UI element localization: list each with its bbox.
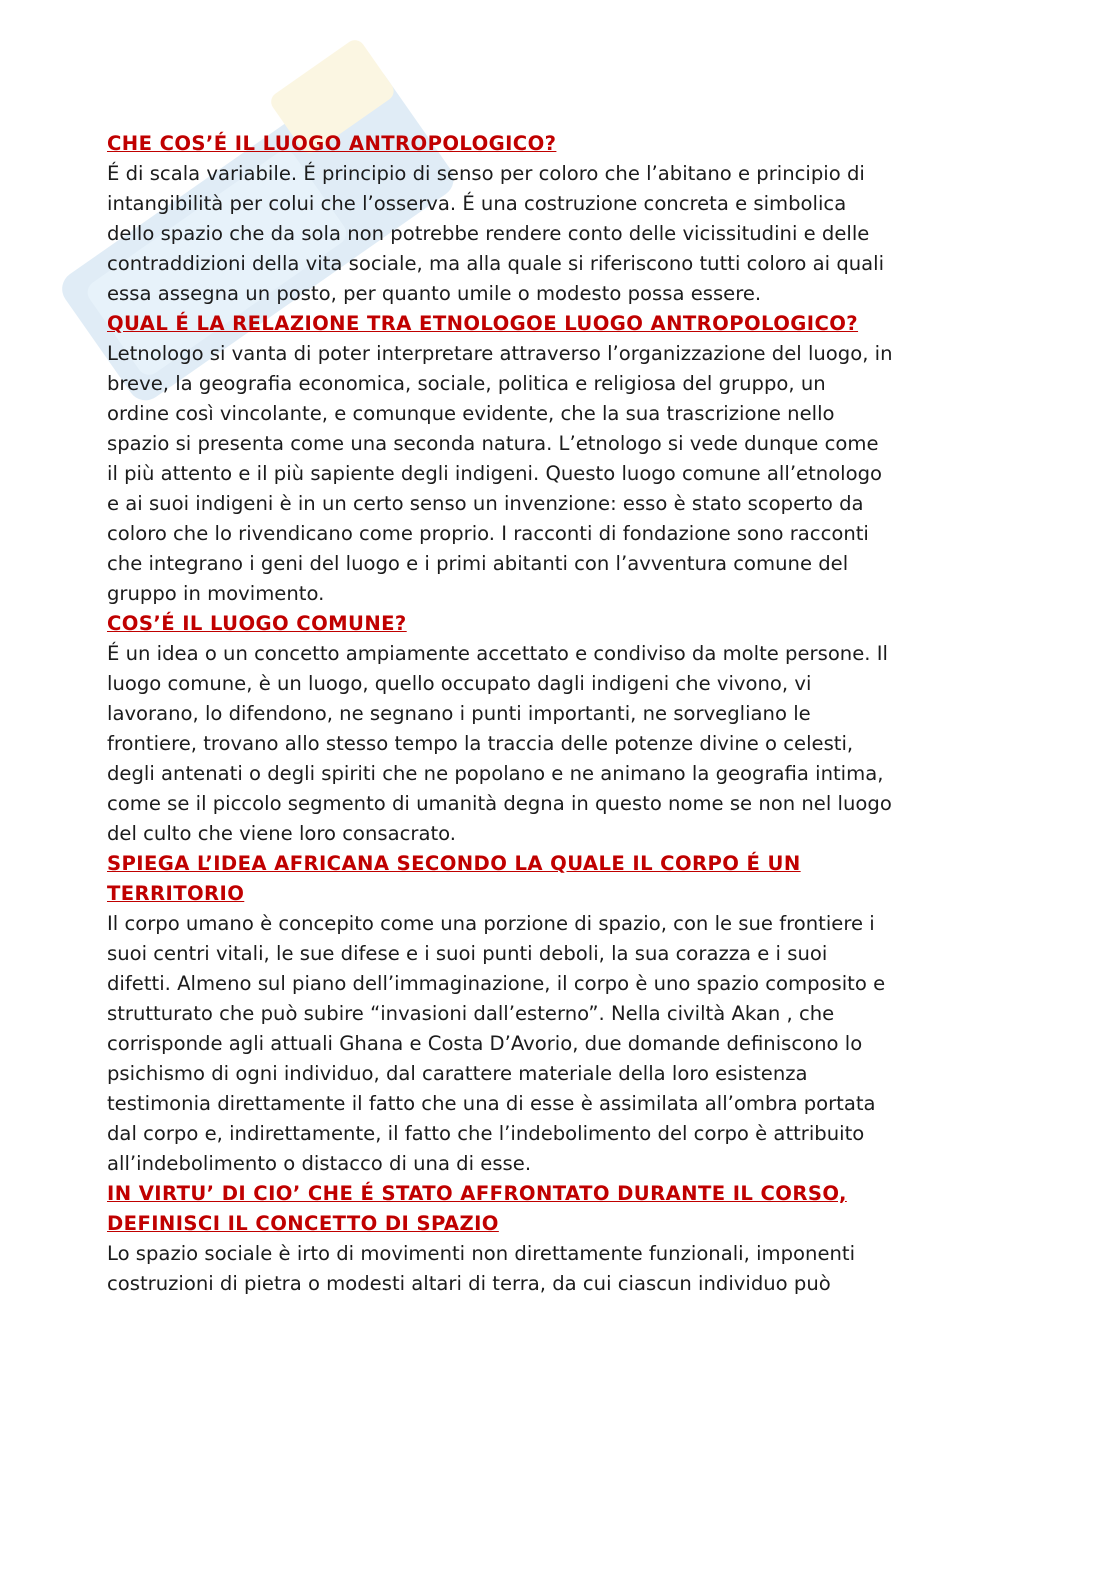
text-line: Letnologo si vanta di poter interpretare attraverso l’organizzazione del luogo, in [107,342,893,365]
question-heading [107,309,1012,339]
text-line: dal corpo e, indirettamente, il fatto che l’indebolimento del corpo è attribuito [107,1122,865,1145]
text-line: suoi centri vitali, le sue difese e i suoi punti deboli, la sua corazza e i suoi [107,942,828,965]
text-line: e ai suoi indigeni è in un certo senso un invenzione: esso è stato scoperto da [107,492,864,515]
text-line: lavorano, lo difendono, ne segnano i punti importanti, ne sorvegliano le [107,702,811,725]
answer-text [107,339,1012,609]
text-line: dello spazio che da sola non potrebbe rendere conto delle vicissitudini e delle [107,222,870,245]
text-line: coloro che lo rivendicano come proprio. I racconti di fondazione sono racconti [107,522,869,545]
text-line: del culto che viene loro consacrato. [107,822,457,845]
text-line: ordine così vincolante, e comunque evidente, che la sua trascrizione nello [107,402,835,425]
heading-line: TERRITORIO [107,882,245,905]
text-line: costruzioni di pietra o modesti altari di terra, da cui ciascun individuo può [107,1272,831,1295]
heading-line: COS’É IL LUOGO COMUNE? [107,612,407,635]
text-line: frontiere, trovano allo stesso tempo la traccia delle potenze divine o celesti, [107,732,854,755]
answer-text [107,909,1012,1179]
heading-line: QUAL É LA RELAZIONE TRA ETNOLOGOE LUOGO ANTROPOLOGICO? [107,312,859,335]
answer-text [107,1239,1012,1299]
text-line: É un idea o un concetto ampiamente accettato e condiviso da molte persone. Il [107,642,888,665]
text-line: Il corpo umano è concepito come una porzione di spazio, con le sue frontiere i [107,912,875,935]
text-line: É di scala variabile. É principio di senso per coloro che l’abitano e principio di [107,162,865,185]
qa-section [107,129,1012,309]
heading-line: DEFINISCI IL CONCETTO DI SPAZIO [107,1212,499,1235]
text-line: breve, la geografia economica, sociale, politica e religiosa del gruppo, un [107,372,826,395]
text-line: strutturato che può subire “invasioni dall’esterno”. Nella civiltà Akan , che [107,1002,835,1025]
text-line: testimonia direttamente il fatto che una di esse è assimilata all’ombra portata [107,1092,876,1115]
text-line: Lo spazio sociale è irto di movimenti non direttamente funzionali, imponenti [107,1242,856,1265]
text-line: che integrano i geni del luogo e i primi abitanti con l’avventura comune del [107,552,849,575]
text-line: come se il piccolo segmento di umanità degna in questo nome se non nel luogo [107,792,892,815]
text-line: essa assegna un posto, per quanto umile o modesto possa essere. [107,282,762,305]
text-line: degli antenati o degli spiriti che ne popolano e ne animano la geografia intima, [107,762,884,785]
text-line: contraddizioni della vita sociale, ma alla quale si riferiscono tutti coloro ai quali [107,252,885,275]
heading-line: IN VIRTU’ DI CIO’ CHE É STATO AFFRONTATO DURANTE IL CORSO, [107,1182,847,1205]
heading-line: CHE COS’É IL LUOGO ANTROPOLOGICO? [107,132,557,155]
text-line: luogo comune, è un luogo, quello occupato dagli indigeni che vivono, vi [107,672,812,695]
qa-section [107,309,1012,609]
question-heading [107,129,1012,159]
text-line: il più attento e il più sapiente degli indigeni. Questo luogo comune all’etnologo [107,462,883,485]
text-line: intangibilità per colui che l’osserva. É una costruzione concreta e simbolica [107,192,847,215]
qa-section [107,609,1012,849]
heading-line: SPIEGA L’IDEA AFRICANA SECONDO LA QUALE IL CORPO É UN [107,852,801,875]
answer-text [107,639,1012,849]
answer-text [107,159,1012,309]
document-body [107,129,1012,1299]
question-heading [107,849,1012,909]
question-heading [107,609,1012,639]
question-heading [107,1179,1012,1239]
text-line: spazio si presenta come una seconda natura. L’etnologo si vede dunque come [107,432,879,455]
text-line: corrisponde agli attuali Ghana e Costa D’Avorio, due domande definiscono lo [107,1032,863,1055]
qa-section [107,849,1012,1179]
qa-section [107,1179,1012,1299]
text-line: all’indebolimento o distacco di una di esse. [107,1152,532,1175]
text-line: difetti. Almeno sul piano dell’immaginazione, il corpo è uno spazio composito e [107,972,886,995]
text-line: gruppo in movimento. [107,582,325,605]
text-line: psichismo di ogni individuo, dal carattere materiale della loro esistenza [107,1062,808,1085]
